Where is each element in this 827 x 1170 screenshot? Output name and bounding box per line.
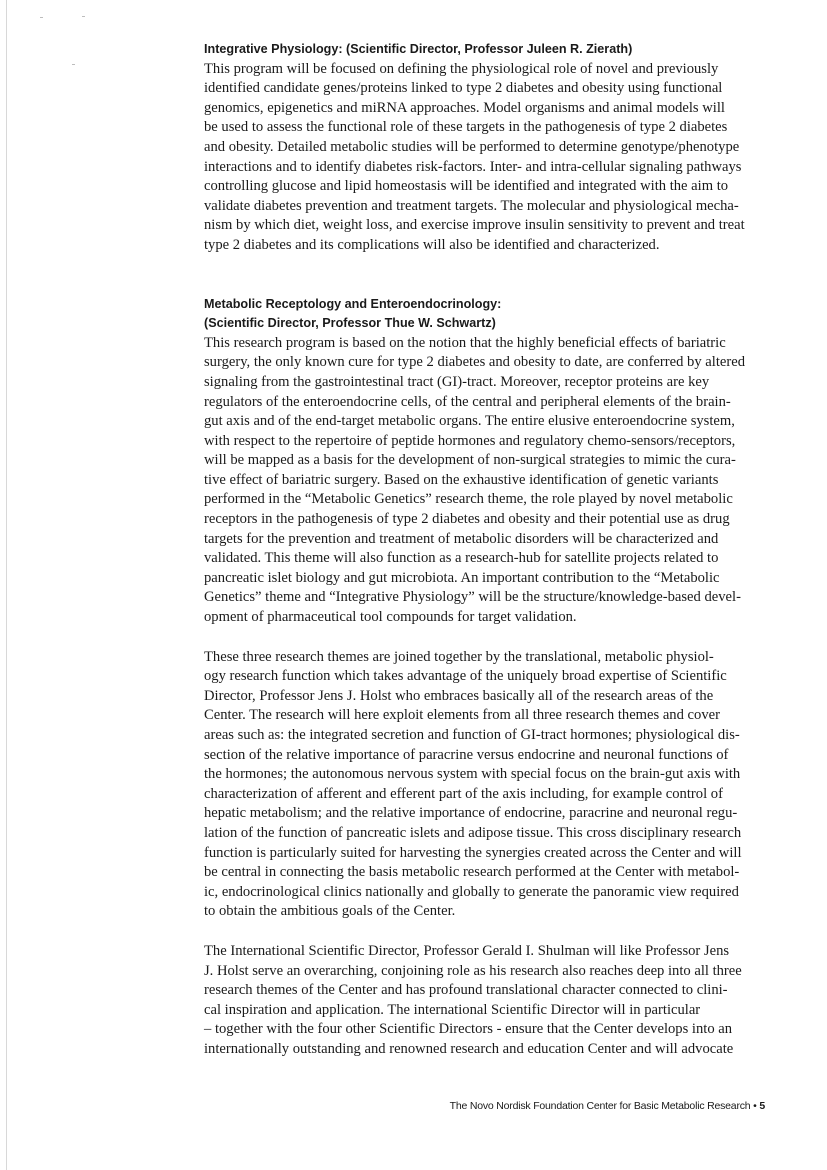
section-heading bbox=[204, 40, 764, 60]
section-metabolic-receptology bbox=[204, 295, 764, 628]
text-line: validate diabetes prevention and treatment targets. The molecular and physiological mecha- bbox=[204, 197, 739, 214]
text-line: cal inspiration and application. The international Scientific Director will in particular bbox=[204, 1001, 701, 1018]
text-line: with respect to the repertoire of peptide hormones and regulatory chemo-sensors/receptors, bbox=[204, 432, 736, 449]
section-integrative-physiology bbox=[204, 40, 764, 256]
text-line: Genetics” theme and “Integrative Physiology” will be the structure/knowledge-based devel- bbox=[204, 589, 741, 606]
text-line: gut axis and of the end-target metabolic organs. The entire elusive enteroendocrine system, bbox=[204, 413, 735, 430]
text-line: internationally outstanding and renowned research and education Center and will advocate bbox=[204, 1040, 734, 1057]
text-line: validated. This theme will also function as a research-hub for satellite projects related to bbox=[204, 550, 719, 567]
text-line: surgery, the only known cure for type 2 diabetes and obesity to date, are conferred by altered bbox=[204, 354, 745, 371]
text-line: controlling glucose and lipid homeostasis will be identified and integrated with the aim to bbox=[204, 178, 729, 195]
body-paragraph bbox=[204, 942, 764, 1060]
text-line: Center. The research will here exploit elements from all three research themes and cover bbox=[204, 707, 720, 724]
heading-line: Integrative Physiology: (Scientific Director, Professor Juleen R. Zierath) bbox=[204, 42, 633, 56]
body-paragraph bbox=[204, 648, 764, 922]
heading-line: (Scientific Director, Professor Thue W. Schwartz) bbox=[204, 316, 496, 331]
text-line: J. Holst serve an overarching, conjoining role as his research also reaches deep into all three bbox=[204, 962, 742, 979]
text-line: tive effect of bariatric surgery. Based on the exhaustive identification of genetic variants bbox=[204, 471, 719, 488]
text-line: research themes of the Center and has profound translational character connected to clini- bbox=[204, 982, 728, 999]
text-line: targets for the prevention and treatment of metabolic disorders will be characterized and bbox=[204, 530, 719, 547]
section-spacer bbox=[204, 256, 764, 295]
text-line: pancreatic islet biology and gut microbiota. An important contribution to the “Metabolic bbox=[204, 569, 720, 586]
text-line: receptors in the pathogenesis of type 2 diabetes and obesity and their potential use as drug bbox=[204, 511, 730, 528]
text-line: This program will be focused on defining the physiological role of novel and previously bbox=[204, 60, 719, 77]
text-line: – together with the four other Scientific Directors - ensure that the Center develops into an bbox=[204, 1021, 733, 1038]
text-line: ic, endocrinological clinics nationally and globally to generate the panoramic view required bbox=[204, 883, 739, 900]
text-line: The International Scientific Director, Professor Gerald I. Shulman will like Professor Jens bbox=[204, 942, 730, 959]
footer-separator: • bbox=[753, 1100, 757, 1112]
text-line: be used to assess the functional role of these targets in the pathogenesis of type 2 diabetes bbox=[204, 119, 728, 136]
text-line: This research program is based on the notion that the highly beneficial effects of bariatric bbox=[204, 334, 726, 351]
text-line: identified candidate genes/proteins linked to type 2 diabetes and obesity using functional bbox=[204, 80, 723, 97]
text-line: Director, Professor Jens J. Holst who embraces basically all of the research areas of the bbox=[204, 687, 714, 704]
text-line: hepatic metabolism; and the relative importance of endocrine, paracrine and neuronal regu- bbox=[204, 805, 738, 822]
text-line: interactions and to identify diabetes risk-factors. Inter- and intra-cellular signaling pathways bbox=[204, 158, 742, 175]
text-line: the hormones; the autonomous nervous system with special focus on the brain-gut axis with bbox=[204, 766, 741, 783]
text-line: type 2 diabetes and its complications will also be identified and characterized. bbox=[204, 236, 660, 253]
page-footer bbox=[450, 1100, 765, 1112]
text-line: nism by which diet, weight loss, and exercise improve insulin sensitivity to prevent and treat bbox=[204, 217, 745, 234]
text-line: lation of the function of pancreatic islets and adipose tissue. This cross disciplinary research bbox=[204, 824, 742, 841]
scan-speck bbox=[40, 17, 43, 18]
page-number: 5 bbox=[759, 1100, 765, 1112]
text-line: characterization of afferent and efferent part of the axis including, for example control of bbox=[204, 785, 723, 802]
paragraph-spacer bbox=[204, 922, 764, 942]
text-line: performed in the “Metabolic Genetics” research theme, the role played by novel metabolic bbox=[204, 491, 733, 508]
paragraph-spacer bbox=[204, 628, 764, 648]
scan-edge bbox=[6, 0, 7, 1170]
text-line: be central in connecting the basis metabolic research performed at the Center with metabol- bbox=[204, 864, 740, 881]
section-paragraph bbox=[204, 334, 764, 628]
scan-speck bbox=[72, 64, 75, 65]
text-line: to obtain the ambitious goals of the Center. bbox=[204, 903, 456, 920]
text-line: opment of pharmaceutical tool compounds for target validation. bbox=[204, 609, 577, 626]
text-line: genomics, epigenetics and miRNA approaches. Model organisms and animal models will bbox=[204, 99, 725, 116]
footer-title: The Novo Nordisk Foundation Center for Basic Metabolic Research bbox=[449, 1100, 751, 1112]
document-body bbox=[204, 40, 764, 1060]
text-line: function is particularly suited for harvesting the synergies created across the Center and will bbox=[204, 844, 742, 861]
section-paragraph bbox=[204, 60, 764, 256]
text-line: areas such as: the integrated secretion and function of GI-tract hormones; physiological dis- bbox=[204, 727, 740, 743]
text-line: These three research themes are joined together by the translational, metabolic physiol- bbox=[204, 648, 714, 665]
text-line: will be mapped as a basis for the development of non-surgical strategies to mimic the cura- bbox=[204, 452, 736, 469]
text-line: regulators of the enteroendocrine cells, of the central and peripheral elements of the brain- bbox=[204, 393, 731, 410]
text-line: and obesity. Detailed metabolic studies will be performed to determine genotype/phenotype bbox=[204, 138, 740, 155]
scan-speck bbox=[82, 16, 85, 17]
heading-line: Metabolic Receptology and Enteroendocrinology: bbox=[204, 296, 502, 311]
text-line: section of the relative importance of paracrine versus endocrine and neuronal functions of bbox=[204, 746, 729, 763]
section-heading bbox=[204, 295, 764, 334]
text-line: signaling from the gastrointestinal tract (GI)-tract. Moreover, receptor proteins are key bbox=[204, 373, 710, 390]
text-line: ogy research function which takes advantage of the uniquely broad expertise of Scientific bbox=[204, 668, 727, 685]
